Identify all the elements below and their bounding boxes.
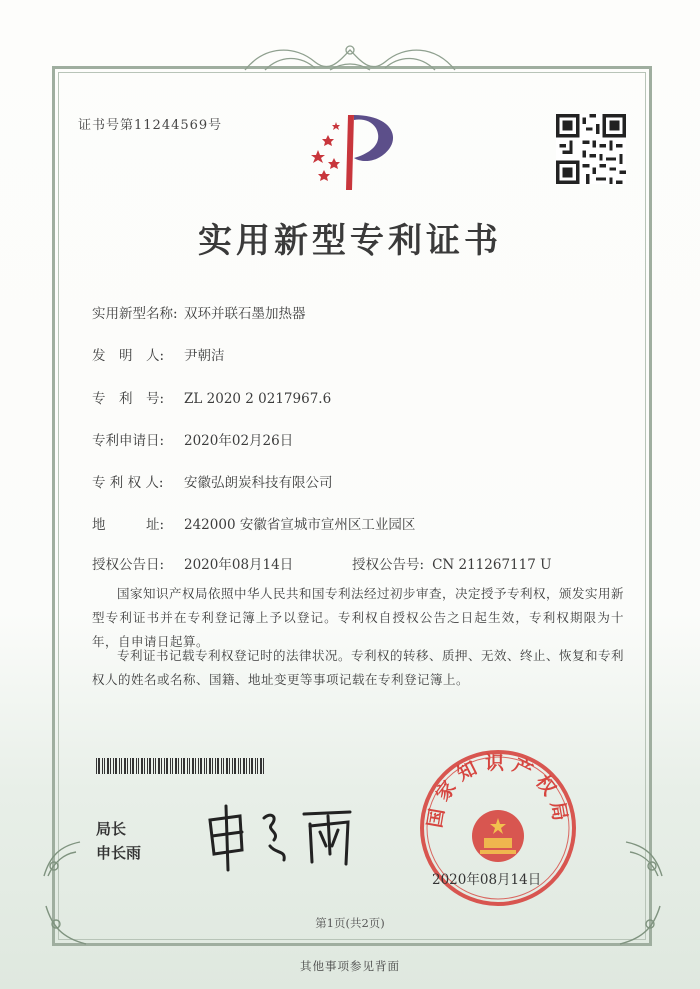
inventor-row xyxy=(92,344,225,364)
patentee-row xyxy=(92,471,333,491)
patent-number-value: ZL 2020 2 0217967.6 xyxy=(184,391,332,407)
grant-number-value: CN 211267117 U xyxy=(432,557,552,573)
seal-text: 国家知识产权局 xyxy=(423,752,573,830)
cnipa-logo-icon xyxy=(298,110,408,195)
address-row xyxy=(92,513,415,533)
qr-code-icon xyxy=(556,114,626,184)
grant-number-label: 授权公告号: xyxy=(352,557,425,573)
top-ornament-icon xyxy=(235,40,465,80)
address-label: 地 址: xyxy=(92,517,165,533)
director-title: 局长 xyxy=(96,820,127,838)
grant-date-label: 授权公告日: xyxy=(92,557,165,573)
patent-number-label: 专 利 号: xyxy=(92,391,165,407)
legal-status-paragraph: 专利证书记载专利权登记时的法律状况。专利权的转移、质押、无效、终止、恢复和专利权人的姓名或名称、国籍、地址变更等事项记载在专利登记簿上。 xyxy=(92,648,625,687)
filing-date-value: 2020年02月26日 xyxy=(184,433,294,449)
page-number: 第1页(共2页) xyxy=(315,916,385,930)
handwritten-signature xyxy=(200,798,390,878)
grant-statement-paragraph: 国家知识产权局依照中华人民共和国专利法经过初步审查，决定授予专利权，颁发实用新型专利证书并在专利登记簿上予以登记。专利权自授权公告之日起生效，专利权期限为十年，自申请日起算。 xyxy=(92,586,625,649)
barcode-icon xyxy=(96,758,268,774)
grant-number-row xyxy=(352,553,551,573)
corner-ornament-icon xyxy=(612,826,666,880)
director-name: 申长雨 xyxy=(96,844,142,862)
inventor-value: 尹朝洁 xyxy=(184,348,225,364)
model-name-row xyxy=(92,302,306,322)
patent-number-row xyxy=(92,387,331,407)
seal-date: 2020年08月14日 xyxy=(432,872,542,888)
certificate-title: 实用新型专利证书 xyxy=(198,221,502,261)
model-name-label: 实用新型名称: xyxy=(92,306,178,322)
inventor-label: 发 明 人: xyxy=(92,348,165,364)
back-note: 其他事项参见背面 xyxy=(300,959,400,973)
certificate-number: 证书号第11244569号 xyxy=(78,118,223,133)
model-name-value: 双环并联石墨加热器 xyxy=(184,306,306,322)
corner-ornament-icon xyxy=(40,826,94,880)
address-value: 242000 安徽省宣城市宣州区工业园区 xyxy=(184,517,416,533)
filing-date-label: 专利申请日: xyxy=(92,433,165,449)
filing-date-row xyxy=(92,429,293,449)
grant-date-value: 2020年08月14日 xyxy=(184,557,294,573)
patentee-label: 专 利 权 人: xyxy=(92,475,164,491)
patentee-value: 安徽弘朗炭科技有限公司 xyxy=(184,475,333,491)
grant-date-row xyxy=(92,553,293,573)
